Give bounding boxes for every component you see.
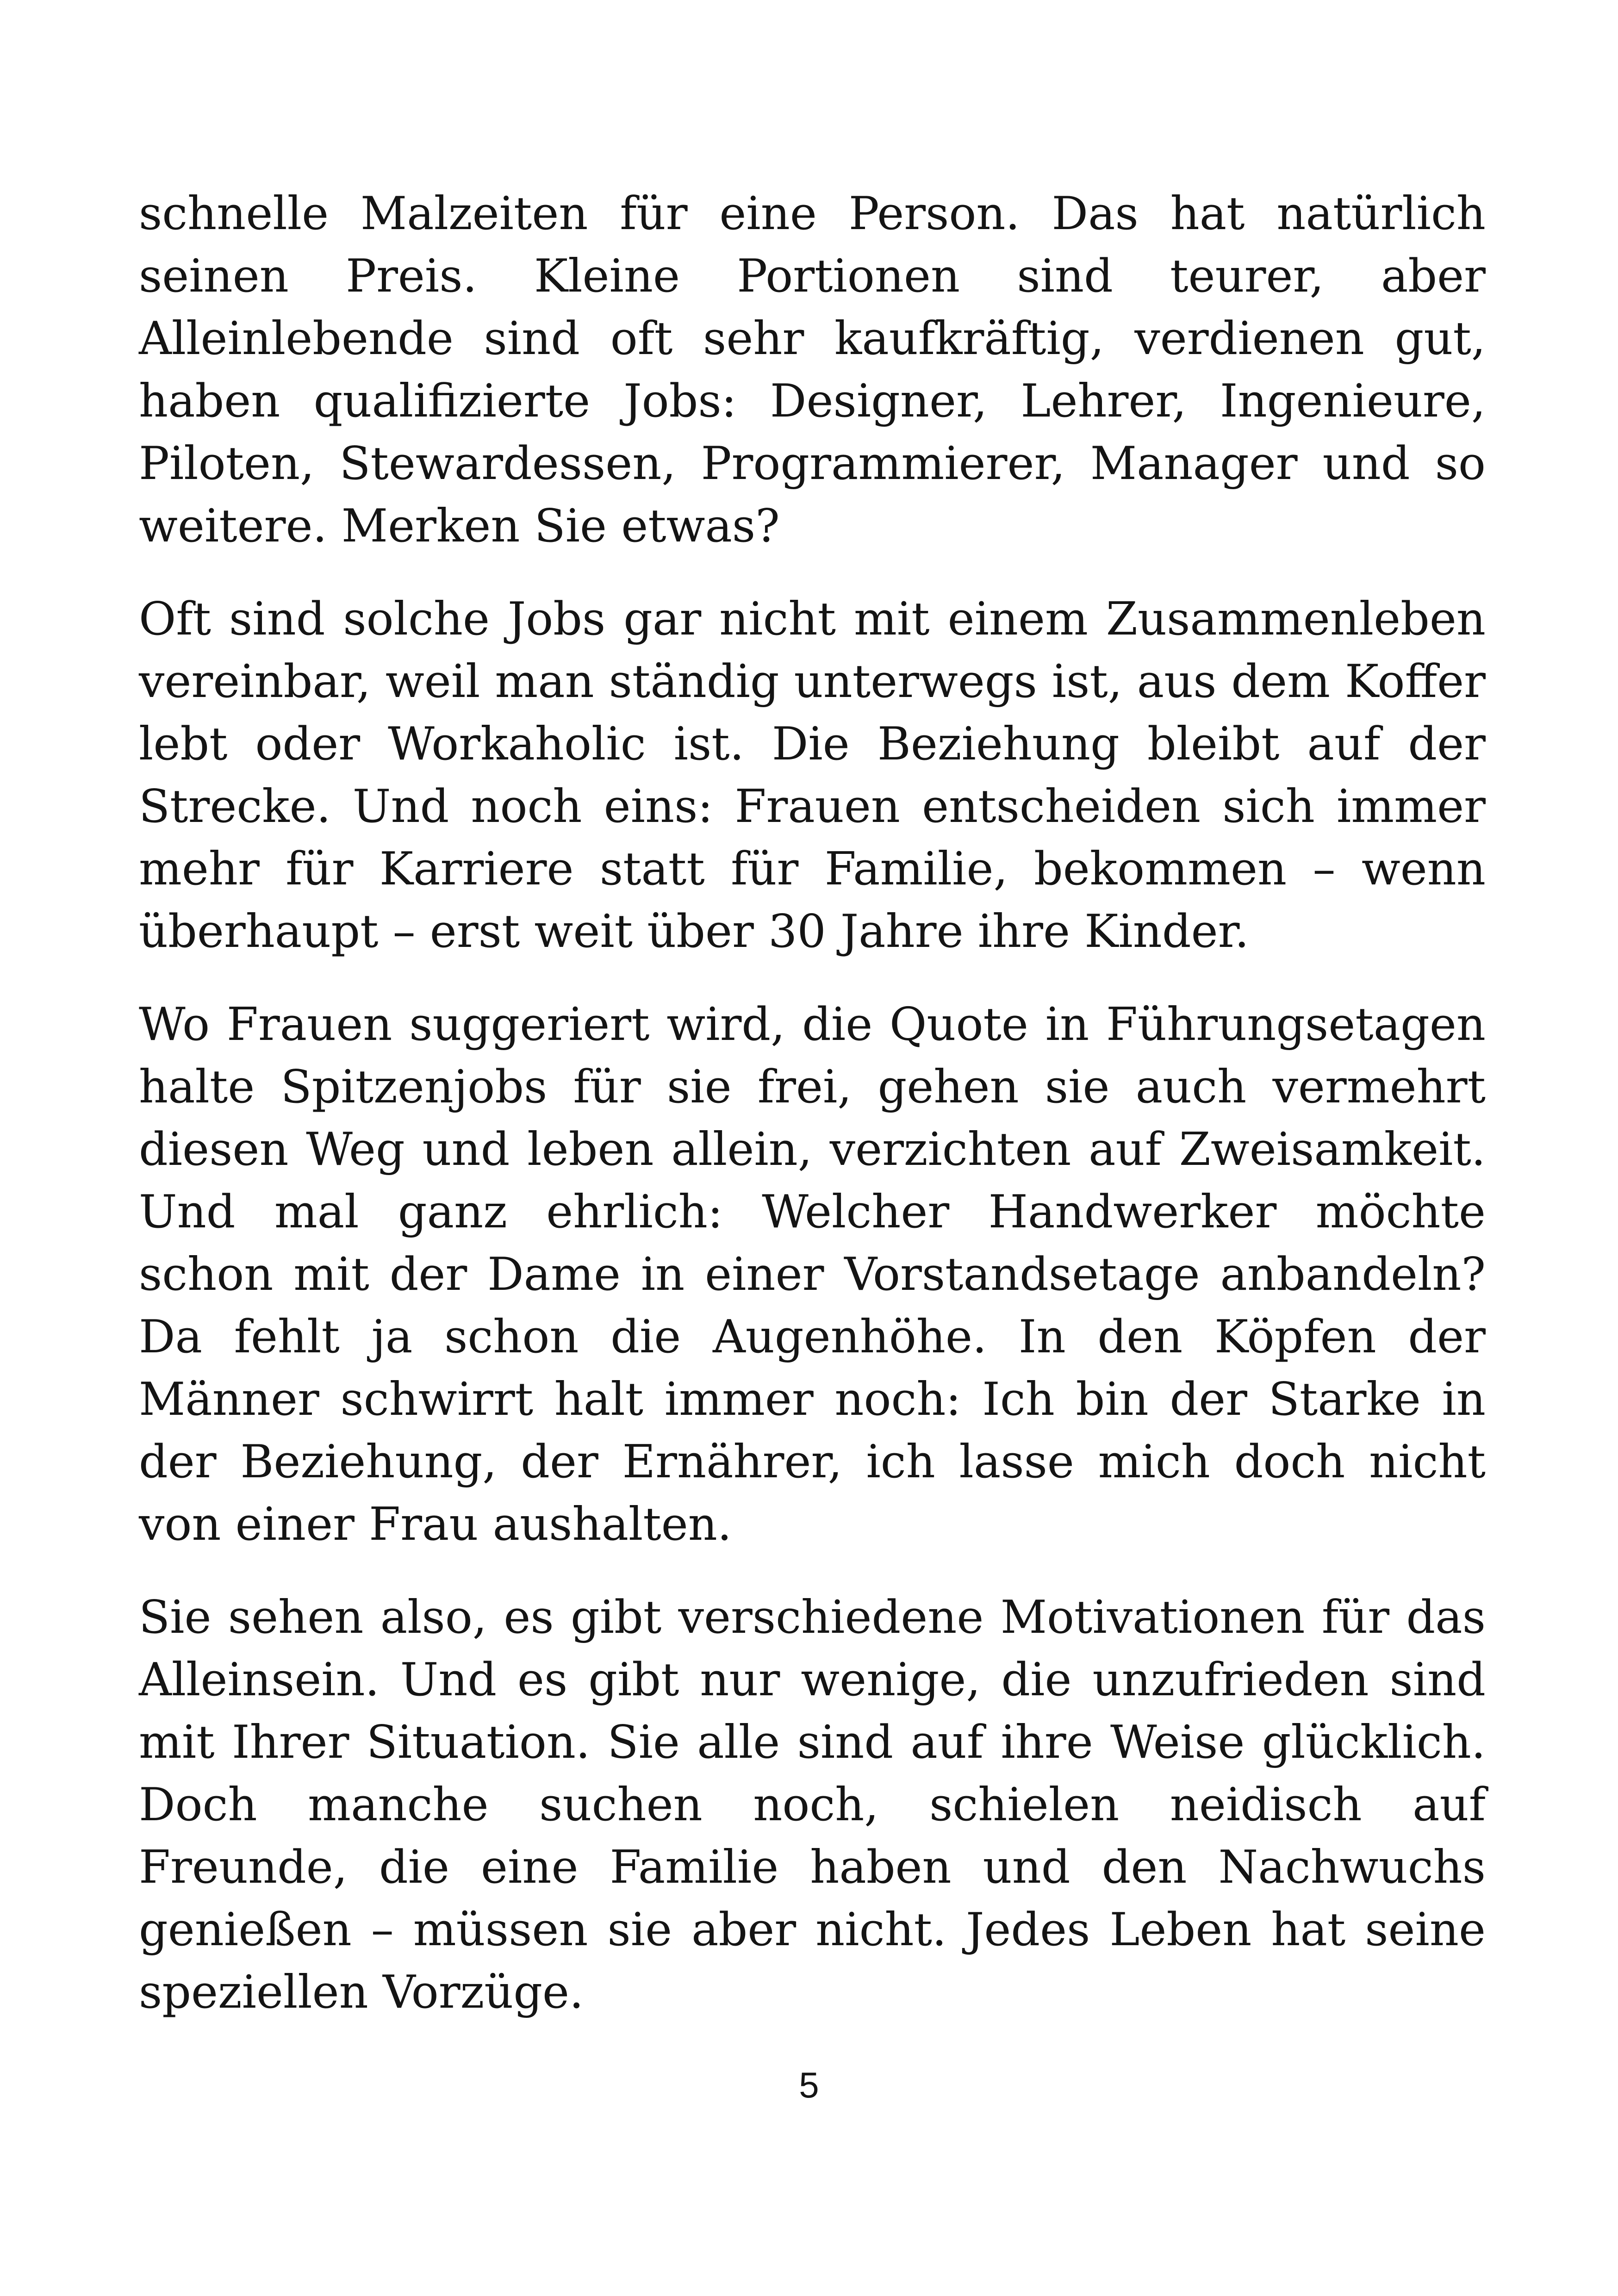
- page-number: 5: [799, 2065, 819, 2105]
- body-text: [139, 183, 1486, 2054]
- paragraph-1: schnelle Malzeiten für eine Person. Das hat natürlich seinen Preis. Kleine Portionen sind teurer, aber Alleinlebende sind oft sehr kaufkräftig, verdienen gut, haben qualifizierte Jobs: Designer, Lehrer, Ingenieure, Piloten, Stewardessen, Programmierer, Manager und so weitere. Merken Sie etwas?: [139, 187, 1486, 553]
- paragraph-3: Wo Frauen suggeriert wird, die Quote in Führungsetagen halte Spitzenjobs für sie frei, gehen sie auch vermehrt diesen Weg und leben allein, verzichten auf Zweisamkeit. Und mal ganz ehrlich: Welcher Handwerker möchte schon mit der Dame in einer Vorstandsetage anbandeln? Da fehlt ja schon die Augenhöhe. In den Köpfen der Männer schwirrt halt immer noch: Ich bin der Starke in der Beziehung, der Ernährer, ich lasse mich doch nicht von einer Frau aushalten.: [139, 998, 1486, 1551]
- paragraph-2: Oft sind solche Jobs gar nicht mit einem Zusammenleben vereinbar, weil man ständig unterwegs ist, aus dem Koffer lebt oder Workaholic ist. Die Beziehung bleibt auf der Strecke. Und noch eins: Frauen entscheiden sich immer mehr für Karriere statt für Familie, bekommen – wenn überhaupt – erst weit über 30 Jahre ihre Kinder.: [139, 593, 1486, 958]
- paragraph-4: Sie sehen also, es gibt verschiedene Motivationen für das Alleinsein. Und es gibt nur wenige, die unzufrieden sind mit Ihrer Situation. Sie alle sind auf ihre Weise glücklich. Doch manche suchen noch, schielen neidisch auf Freunde, die eine Familie haben und den Nachwuchs genießen – müssen sie aber nicht. Jedes Leben hat seine speziellen Vorzüge.: [139, 1591, 1486, 2019]
